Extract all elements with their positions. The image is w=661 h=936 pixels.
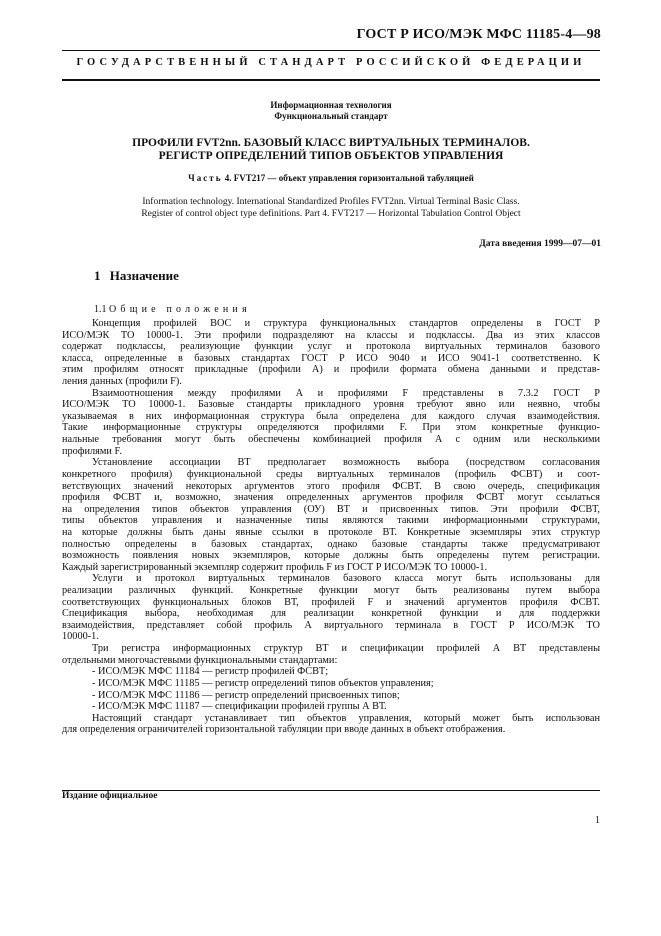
list-item: - ИСО/МЭК МФС 11184 — регистр профилей ФСВТ;	[92, 666, 329, 678]
official-edition-label: Издание официальное	[62, 791, 158, 801]
list-item: - ИСО/МЭК МФС 11185 — регистр определений типов объектов управления;	[92, 677, 434, 689]
part-word: Часть	[188, 173, 223, 183]
body-line: Настоящий стандарт устанавливает тип объектов управления, который может быть использован	[92, 712, 600, 724]
section-heading	[94, 268, 179, 284]
body-line: Взаимоотношения между профилями А и профилями F представлены в 7.3.2 ГОСТ Р	[92, 387, 600, 399]
section-title: Назначение	[109, 268, 179, 283]
body-line: ИСО/МЭК ТО 10000-1. Базовые стандарты прикладного уровня требуют явно или неявно, чтобы	[62, 399, 600, 411]
english-title-line-1: Information technology. International Standardized Profiles FVT2nn. Virtual Terminal Basic Class.	[142, 197, 520, 207]
body-line: на которые должны быть даны явные ссылки в протоколе ВТ. Конкретные экземпляры этих структур	[62, 526, 600, 538]
functional-standard-label: Функциональный стандарт	[274, 111, 388, 121]
body-line: возможность появления новых экземпляров, которые должны быть определены путем регистрации.	[62, 550, 600, 562]
body-line: реализации различных функций. Конкретные функции могут быть реализованы путем выбора	[62, 585, 600, 597]
english-title-line-2: Register of control object type definitions. Part 4. FVT217 — Horizontal Tabulation Control Object	[141, 209, 521, 219]
section-number: 1	[94, 268, 101, 283]
body-line: для определения ограничителей горизонтальной табуляции при вводе данных в объект отображения.	[62, 724, 506, 736]
list-item: - ИСО/МЭК МФС 11187 — спецификации профилей группы А ВТ.	[92, 701, 387, 713]
page-number: 1	[595, 815, 600, 826]
title-line-1: ПРОФИЛИ FVT2nn. БАЗОВЫЙ КЛАСС ВИРТУАЛЬНЫХ ТЕРМИНАЛОВ.	[132, 137, 530, 149]
body-line: ИСО/МЭК ТО 10000-1. Эти профили подразделяют на классы и подклассы. Два из этих классов	[62, 329, 600, 341]
body-line: конкретного профиля) функциональной среды виртуальных терминалов (профиль ФСВТ) и соот-	[62, 468, 600, 480]
part-rest: 4. FVT217 — объект управления горизонтальной табуляцией	[224, 173, 474, 183]
document-number: ГОСТ Р ИСО/МЭК МФС 11185-4—98	[356, 27, 601, 42]
body-line: этим профилям относят прикладные (профили А) и профили формата обмена данными и представ-	[62, 364, 600, 376]
introduction-date: Дата введения 1999—07—01	[479, 239, 601, 249]
body-line: Услуги и протокол виртуальных терминалов базового класса могут быть использованы для	[92, 573, 600, 585]
federation-banner: ГОСУДАРСТВЕННЫЙ СТАНДАРТ РОССИЙСКОЙ ФЕДЕРАЦИИ	[76, 57, 586, 68]
body-line: Концепция профилей ВОС и структура функциональных стандартов определены в ГОСТ Р	[92, 318, 600, 329]
header-rule-top	[62, 50, 600, 51]
subsection-number: 1.1	[94, 304, 107, 315]
body-line: указываемая в них информационная структура была определена для каждого случая взаимодействия.	[62, 410, 600, 422]
list-item: - ИСО/МЭК МФС 11186 — регистр определений присвоенных типов;	[92, 689, 400, 701]
body-line: Каждый зарегистрированный экземпляр содержит профиль F из ГОСТ Р ИСО/МЭК ТО 10000-1.	[62, 561, 488, 573]
body-line: Спецификация выбора, необходимая для реализации конкретной функции и для поддержки	[62, 608, 600, 620]
body-line: профилями F.	[62, 445, 122, 457]
body-line: ления данных (профили F).	[62, 376, 182, 388]
subsection-heading	[94, 304, 251, 315]
body-line: профиля ФСВТ и, возможно, значения определенных аргументов профиля ФСВТ могут ссылаться	[62, 492, 600, 504]
part-title	[62, 173, 600, 183]
body-line: Три регистра информационных структур ВТ и спецификации профилей А ВТ представлены	[92, 643, 600, 655]
body-line: Установление ассоциации ВТ предполагает возможность выбора (посредством согласования	[92, 457, 600, 469]
body-line: нальные требования могут быть обеспечены комбинацией профиля А с одним или несколькими	[62, 434, 600, 446]
title-line-2: РЕГИСТР ОПРЕДЕЛЕНИЙ ТИПОВ ОБЪЕКТОВ УПРАВЛЕНИЯ	[158, 150, 504, 162]
body-line: соответствующих функциональных блоков ВТ, профилей F и значений аргументов профиля ФСВТ.	[62, 596, 600, 608]
body-line: взаимодействия, представляет собой профиль А виртуального терминала в ГОСТ Р ИСО/МЭК ТО	[62, 619, 600, 631]
body-text	[62, 318, 600, 736]
body-line: типы объектов управления и назначенные типы являются такими информационными структурами,	[62, 515, 600, 527]
body-line: отдельными многочастевыми функциональными стандартами:	[62, 654, 338, 666]
body-line: 10000-1.	[62, 631, 99, 643]
info-technology-label: Информационная технология	[270, 100, 392, 110]
header-rule-bottom	[62, 79, 600, 81]
body-line: на определения типов объектов управления (ОУ) ВТ и присвоенных типов. Эти профили ФСВТ,	[62, 503, 600, 515]
body-line: содержат подклассы, реализующие функции услуг и протокола виртуальных терминалов базового	[62, 341, 600, 353]
subsection-title: Общие положения	[109, 304, 251, 315]
body-line: Такие информационные структуры определяются профилями F. При этом конкретные функцио-	[62, 422, 600, 434]
body-line: ветствующих значений некоторых аргументов этого профиля ФСВТ. В свою очередь, спецификация	[62, 480, 600, 492]
body-line: класса, определенные в базовых стандартах ГОСТ Р ИСО 9040 и ИСО 9041-1 соответственно. К	[62, 352, 600, 364]
body-line: полностью определены в базовых стандартах, однако базовые стандарты также предусматривают	[62, 538, 600, 550]
